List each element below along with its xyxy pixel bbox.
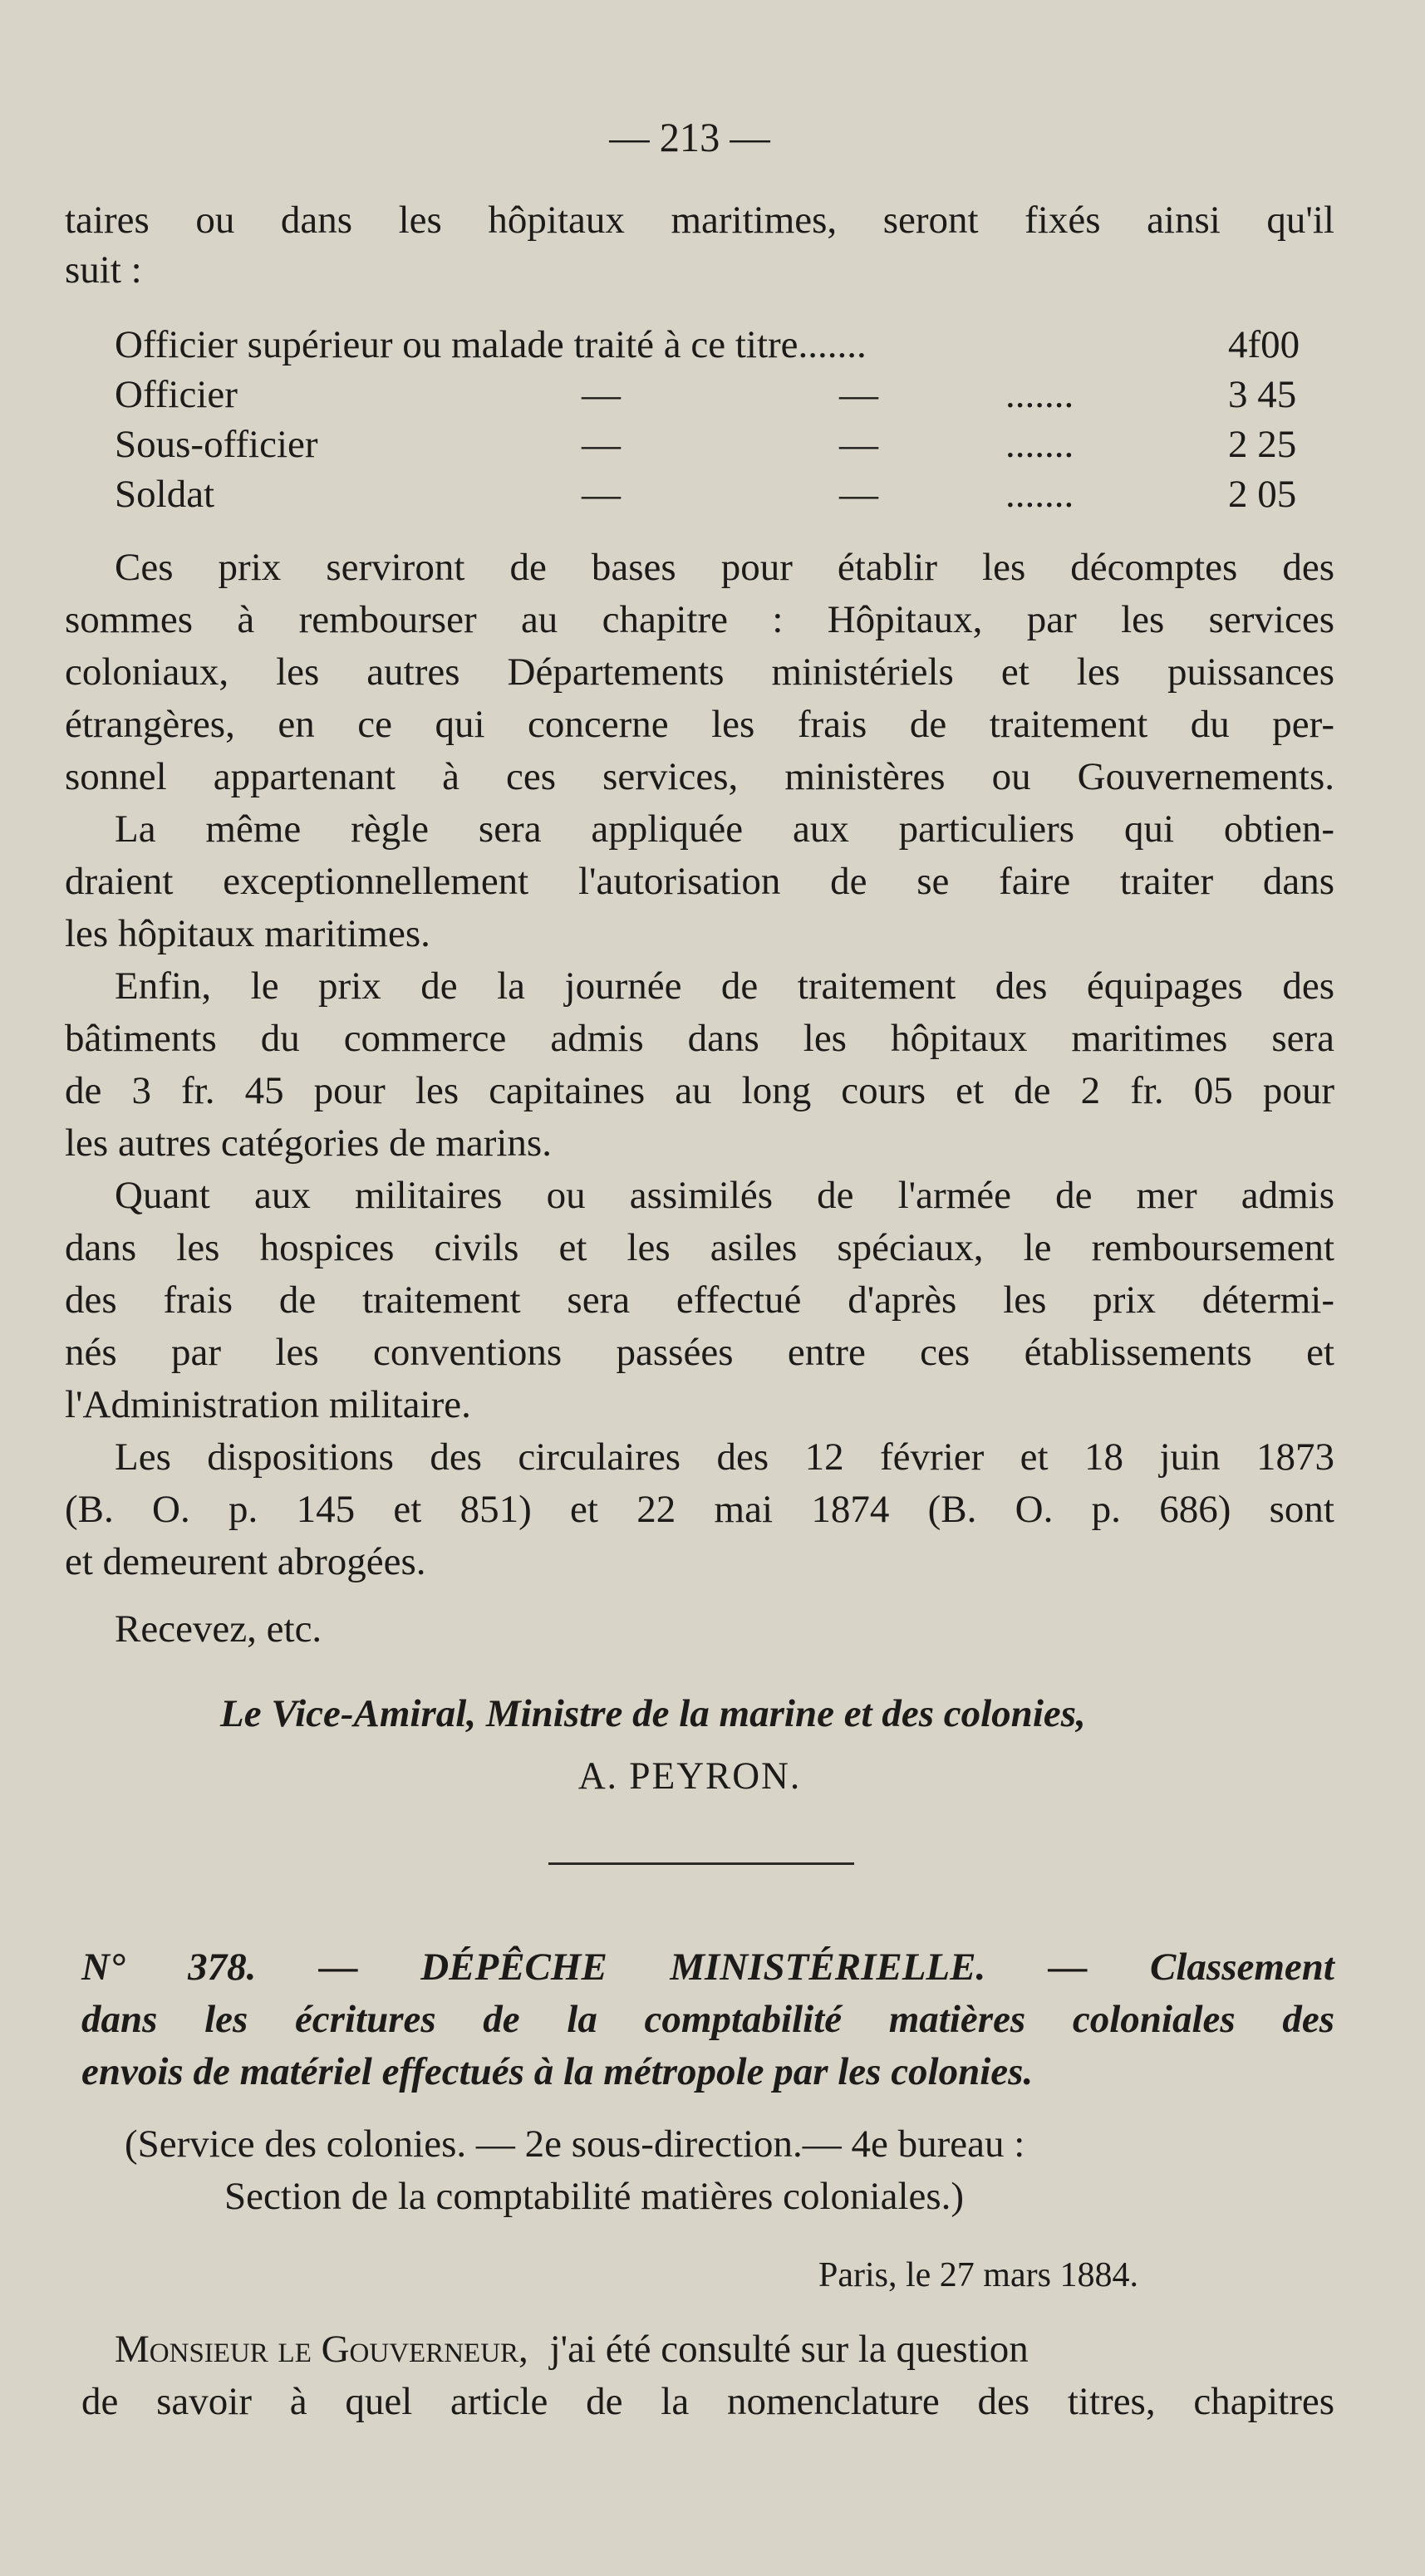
- text-line-content: Les dispositions des circulaires des 12 février et 18 juin 1873: [115, 1435, 1334, 1479]
- text-line-content: de 3 fr. 45 pour les capitaines au long cours et de 2 fr. 05 pour: [65, 1069, 1334, 1112]
- text-line-content: draient exceptionnellement l'autorisation de se faire traiter dans: [65, 860, 1334, 903]
- text-line-content: des frais de traitement sera effectué d'après les prix détermi-: [65, 1278, 1334, 1322]
- text-line-content: sommes à rembourser au chapitre : Hôpitaux, par les services: [65, 598, 1334, 641]
- text-line: l'Administration militaire.: [65, 1383, 471, 1426]
- text-line: les hôpitaux maritimes.: [65, 912, 430, 955]
- closing-line-2: [81, 2382, 1334, 2421]
- dispatch-line-text: N° 378. — DÉPÊCHE MINISTÉRIELLE. — Classement: [81, 1945, 1334, 1989]
- dispatch-line: [81, 1945, 1334, 1989]
- text-line: [65, 1019, 1334, 1058]
- rate-dots-2: .......: [1005, 423, 1074, 466]
- dispatch-line-text: dans les écritures de la comptabilité matières coloniales des: [81, 1998, 1334, 2041]
- rate-dots-1: .......: [1005, 373, 1074, 416]
- rate-price-3: 2 25: [1228, 423, 1297, 466]
- text-line: [65, 755, 1334, 798]
- rate-dots-3: .......: [1005, 473, 1074, 516]
- text-line: [65, 1069, 1334, 1112]
- signature-title: Le Vice-Amiral, Ministre de la marine et des colonies,: [220, 1692, 1086, 1735]
- text-line-content: sonnel appartenant à ces services, ministères ou Gouvernements.: [65, 755, 1334, 798]
- body-line-2: suit :: [65, 248, 142, 292]
- text-line-content: coloniaux, les autres Départements ministériels et les puissances: [65, 650, 1334, 694]
- rate-dash-2a: —: [582, 423, 621, 466]
- body-line-text: taires ou dans les hôpitaux maritimes, seront fixés ainsi qu'il: [65, 199, 1334, 242]
- text-line-content: bâtiments du commerce admis dans les hôpitaux maritimes sera: [65, 1017, 1334, 1060]
- salutation: [115, 2330, 1029, 2369]
- text-line: [65, 1490, 1334, 1529]
- rate-dash-2b: —: [839, 423, 878, 466]
- text-line: [65, 1278, 1334, 1322]
- rate-price-4: 2 05: [1228, 473, 1297, 516]
- text-line: [65, 598, 1334, 641]
- dateline: Paris, le 27 mars 1884.: [818, 2256, 1138, 2294]
- rate-price-1: 4f00: [1228, 323, 1300, 366]
- text-line: Recevez, etc.: [115, 1607, 322, 1651]
- text-line-content: nés par les conventions passées entre ces établissements et: [65, 1331, 1334, 1374]
- text-line-content: dans les hospices civils et les asiles spéciaux, le remboursement: [65, 1226, 1334, 1269]
- page-number: — 213 —: [609, 114, 770, 160]
- text-line: [115, 548, 1334, 587]
- text-line: [115, 1176, 1334, 1215]
- text-line: [115, 964, 1334, 1008]
- rate-row-officer-superior: [115, 323, 867, 366]
- text-line: les autres catégories de marins.: [65, 1121, 552, 1165]
- rate-dash-3b: —: [839, 473, 878, 516]
- dispatch-line: envois de matériel effectués à la métropole par les colonies.: [81, 2050, 1034, 2093]
- service-line-1: (Service des colonies. — 2e sous-direction.— 4e bureau :: [125, 2122, 1025, 2166]
- text-line-content: étrangères, en ce qui concerne les frais de traitement du per-: [65, 703, 1334, 746]
- rate-label-soldat: Soldat: [115, 473, 215, 516]
- body-line-1: [65, 201, 1334, 240]
- text-line-content: Ces prix serviront de bases pour établir les décomptes des: [115, 546, 1334, 589]
- text-line: [65, 1333, 1334, 1372]
- text-line-content: La même règle sera appliquée aux particuliers qui obtien-: [115, 807, 1334, 851]
- rate-label-sous-officier: Sous-officier: [115, 423, 318, 466]
- dispatch-line: [81, 2000, 1334, 2039]
- text-line: [65, 862, 1334, 901]
- rate-label: Officier supérieur ou malade traité à ce titre.......: [115, 323, 867, 366]
- signature-name: A. PEYRON.: [577, 1754, 802, 1798]
- closing-line-1: j'ai été consulté sur la question: [549, 2328, 1029, 2371]
- text-line: [115, 807, 1334, 851]
- text-line-content: Enfin, le prix de la journée de traitement des équipages des: [115, 964, 1334, 1008]
- text-line: et demeurent abrogées.: [65, 1540, 426, 1583]
- text-line: [115, 1435, 1334, 1479]
- text-line: [65, 650, 1334, 694]
- service-line-2: Section de la comptabilité matières coloniales.): [224, 2175, 965, 2218]
- rate-dash-3a: —: [582, 473, 621, 516]
- text-line: [65, 1226, 1334, 1269]
- rate-price-2: 3 45: [1228, 373, 1297, 416]
- closing-line-2-text: de savoir à quel article de la nomenclature des titres, chapitres: [81, 2380, 1334, 2423]
- rate-dash-1a: —: [582, 373, 621, 416]
- section-divider: [548, 1862, 854, 1865]
- text-line-content: Quant aux militaires ou assimilés de l'armée de mer admis: [115, 1174, 1334, 1217]
- text-line: [65, 705, 1334, 744]
- rate-dash-1b: —: [839, 373, 878, 416]
- salutation-text: Monsieur le Gouverneur,: [115, 2328, 528, 2371]
- text-line-content: (B. O. p. 145 et 851) et 22 mai 1874 (B. O. p. 686) sont: [65, 1488, 1334, 1531]
- rate-label-officer: Officier: [115, 373, 238, 416]
